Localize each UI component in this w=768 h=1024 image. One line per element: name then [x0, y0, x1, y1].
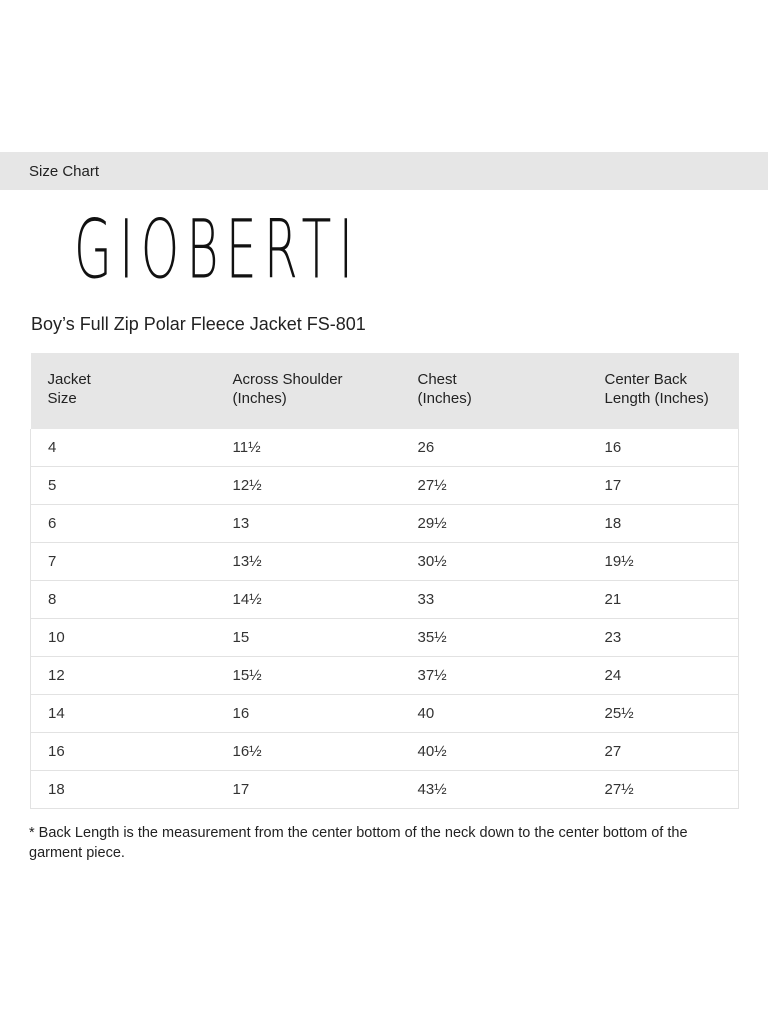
header-title: Size Chart — [29, 163, 100, 180]
cell-center-back-length: 21 — [588, 581, 739, 619]
size-table — [30, 353, 739, 809]
cell-across-shoulder: 13 — [216, 505, 401, 543]
cell-jacket-size: 10 — [31, 619, 216, 657]
size-table-header — [31, 353, 739, 429]
cell-across-shoulder: 14½ — [216, 581, 401, 619]
table-row — [31, 619, 739, 657]
cell-jacket-size: 18 — [31, 771, 216, 809]
brand-logo-text: GIOBERTI — [74, 202, 361, 298]
cell-across-shoulder: 15½ — [216, 657, 401, 695]
cell-center-back-length: 24 — [588, 657, 739, 695]
product-title: Boy’s Full Zip Polar Fleece Jacket FS-801 — [31, 314, 366, 334]
cell-jacket-size: 7 — [31, 543, 216, 581]
column-header-across-shoulder: Across Shoulder (Inches) — [232, 371, 343, 407]
column-header-chest: Chest (Inches) — [417, 371, 472, 407]
cell-center-back-length: 18 — [588, 505, 739, 543]
cell-chest: 30½ — [401, 543, 588, 581]
cell-jacket-size: 12 — [31, 657, 216, 695]
cell-center-back-length: 27 — [588, 733, 739, 771]
cell-chest: 37½ — [401, 657, 588, 695]
cell-chest: 26 — [417, 439, 435, 456]
brand-logo — [74, 200, 361, 300]
footnote: * Back Length is the measurement from the center bottom of the neck down to the center bottom of the garment piece. — [29, 825, 688, 861]
size-table-header-row — [31, 353, 739, 429]
cell-jacket-size: 5 — [31, 467, 216, 505]
cell-center-back-length: 16 — [604, 439, 622, 456]
table-row — [31, 581, 739, 619]
table-row — [31, 657, 739, 695]
cell-across-shoulder: 16 — [216, 695, 401, 733]
size-chart-header-bar — [0, 152, 768, 190]
cell-chest: 27½ — [401, 467, 588, 505]
table-row — [31, 695, 739, 733]
table-row — [31, 429, 739, 467]
cell-center-back-length: 25½ — [588, 695, 739, 733]
cell-chest: 33 — [401, 581, 588, 619]
cell-chest: 35½ — [401, 619, 588, 657]
cell-jacket-size: 14 — [31, 695, 216, 733]
cell-across-shoulder: 11½ — [232, 439, 261, 456]
cell-across-shoulder: 15 — [216, 619, 401, 657]
cell-chest: 40 — [401, 695, 588, 733]
cell-center-back-length: 19½ — [588, 543, 739, 581]
cell-across-shoulder: 16½ — [216, 733, 401, 771]
cell-jacket-size: 8 — [31, 581, 216, 619]
cell-center-back-length: 23 — [588, 619, 739, 657]
table-row — [31, 771, 739, 809]
column-header-center-back-length: Center Back Length (Inches) — [604, 371, 709, 407]
table-row — [31, 467, 739, 505]
table-row — [31, 543, 739, 581]
cell-center-back-length: 27½ — [588, 771, 739, 809]
cell-across-shoulder: 12½ — [216, 467, 401, 505]
cell-jacket-size: 16 — [31, 733, 216, 771]
cell-chest: 43½ — [401, 771, 588, 809]
cell-jacket-size: 6 — [31, 505, 216, 543]
cell-jacket-size: 4 — [48, 439, 57, 456]
cell-across-shoulder: 13½ — [216, 543, 401, 581]
table-row — [31, 505, 739, 543]
size-table-body — [31, 429, 739, 809]
cell-chest: 40½ — [401, 733, 588, 771]
column-header-jacket-size: Jacket Size — [47, 371, 91, 407]
cell-center-back-length: 17 — [588, 467, 739, 505]
cell-across-shoulder: 17 — [216, 771, 401, 809]
table-row — [31, 733, 739, 771]
cell-chest: 29½ — [401, 505, 588, 543]
